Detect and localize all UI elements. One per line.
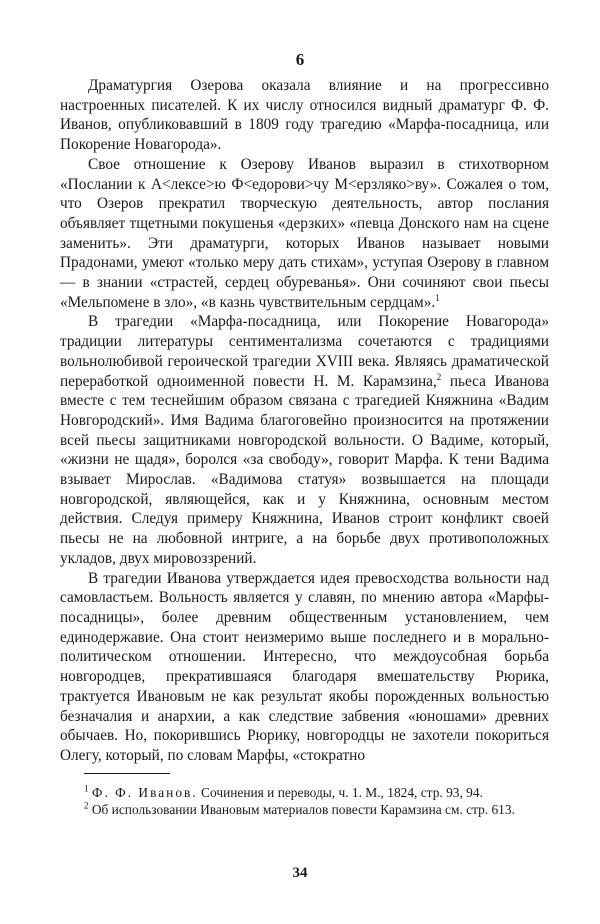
paragraph: [60, 155, 549, 313]
paragraph-text: В трагедии «Марфа-посадница, или Покорение Новагорода» традиции литературы сентиментализма сочетаются с традициями вольнолюбивой героической трагедии XVIII века. Являясь драматической переработкой одноименной повести Н. М. Карамзина,: [60, 313, 549, 390]
footnote: [60, 801, 549, 818]
paragraph-text: Драматургия Озерова оказала влияние и на прогрессивно настроенных писателей. К их числу относился видный драматург Ф. Ф. Иванов, опубликовавший в 1809 году трагедию «Марфа-посадница, или Покорение Новагорода».: [60, 77, 549, 154]
paragraph-text: Свое отношение к Озерову Иванов выразил в стихотворном «Послании к А<лексе>ю Ф<едорови>чу М<ерзляко>ву». Сожалея о том, что Озеров прекратил творческую деятельность, автор послания объявляет тщетными покушенья «дерзких» «певца Донского нам на сцене заменить». Эти драматурги, которых Иванов называет новыми Прадонами, умеют «только меру дать стихам», уступая Озерову в главном — в знании «страстей, сердец обуреванья». Они сочиняют свои пьесы «Мельпомене в зло», «в казнь чувствительным сердцам».: [60, 155, 549, 311]
footnote-mark: 1: [84, 783, 89, 794]
signature-mark: 6: [295, 50, 305, 69]
footnote-author: Ф. Ф. Иванов.: [91, 785, 198, 800]
footnote-reference: 2: [436, 371, 442, 382]
paragraph-text: пьеса Иванова вместе с тем теснейшим образом связана с трагедией Княжнина «Вадим Новгородский». Имя Вадима благоговейно произносится на протяжении всей пьесы защитниками новгородской вольности. О Вадиме, который, «жизни не щадя», боролся «за свободу», говорит Марфа. К тени Вадима взывает Мирослав. «Вадимова статуя» возвышается на площади новгородской, являющейся, как и у Княжнина, основным местом действия. Следуя примеру Княжнина, Иванов строит конфликт своей пьесы не на любовной интриге, а на борьбе двух противоположных укладов, двух мировоззрений.: [60, 372, 549, 567]
footnote: [60, 784, 549, 801]
page-number: 34: [292, 865, 308, 881]
footnote-mark: 2: [84, 800, 89, 811]
footnotes: [60, 784, 549, 818]
footnote-text: Об использовании Ивановым материалов повести Карамзина см. стр. 613.: [88, 802, 515, 817]
footnote-text: Сочинения и переводы, ч. 1. М., 1824, стр. 93, 94.: [197, 785, 483, 800]
paragraph-text: В трагедии Иванова утверждается идея превосходства вольности над самовластьем. Вольность является у славян, по мнению автора «Марфы-посадницы», более древним общественным установлением, чем единодержавие. Она стоит неизмеримо выше последнего и в морально-политическом отношении. Интересно, что междоусобная борьба новгородцев, прекратившаяся благодаря вмешательству Рюрика, трактуется Ивановым не как результат якобы порожденных вольностью безначалия и анархии, а как следствие забвения «юношами» древних обычаев. Но, покорившись Рюрику, новгородцы не захотели покориться Олегу, который, по словам Марфы, «стократно: [60, 569, 549, 764]
paragraph: [60, 569, 549, 766]
paragraph: [60, 76, 549, 155]
main-text: [60, 76, 549, 766]
footnote-reference: 1: [435, 292, 440, 303]
paragraph: [60, 312, 549, 568]
footnote-divider: [84, 773, 170, 774]
